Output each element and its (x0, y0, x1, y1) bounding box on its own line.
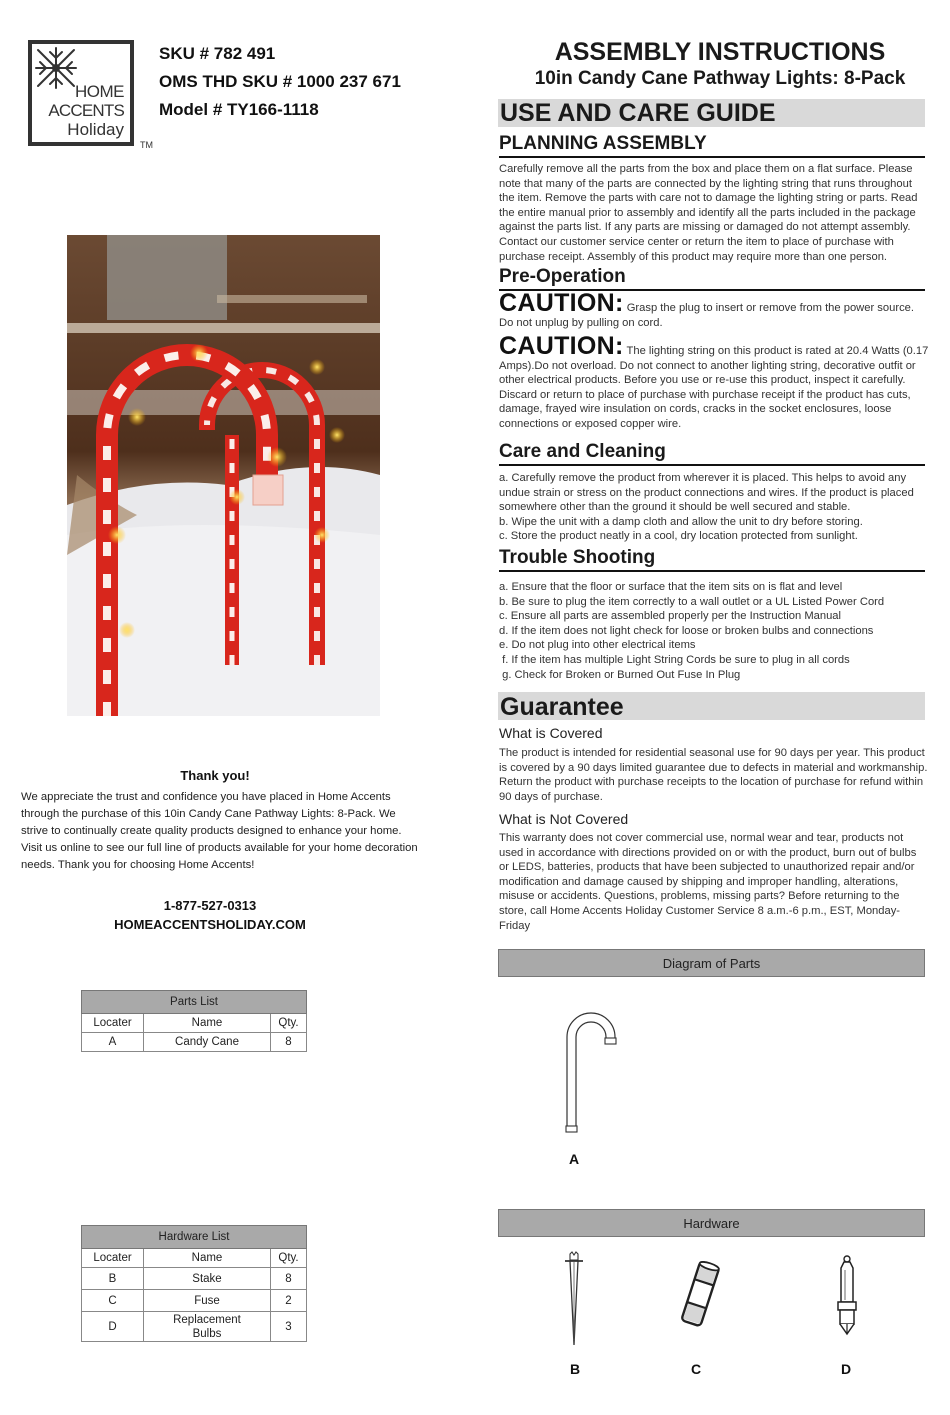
locater-cell: D (82, 1312, 144, 1342)
caution-label: CAUTION: (499, 332, 624, 360)
table-row (82, 1033, 307, 1052)
column-header: Name (144, 1249, 271, 1268)
table-header-row (82, 1014, 307, 1033)
hardware-list-table (81, 1225, 307, 1342)
website-url: HOMEACCENTSHOLIDAY.COM (114, 917, 306, 932)
name-cell: Fuse (144, 1290, 271, 1312)
qty-cell: 2 (271, 1290, 307, 1312)
column-header: Qty. (271, 1249, 307, 1268)
name-cell: Replacement Bulbs (144, 1312, 271, 1342)
hardware-bar: Hardware (498, 1209, 925, 1237)
what-is-covered-heading: What is Covered (499, 725, 603, 741)
part-label-a: A (569, 1151, 580, 1167)
name-cell: Stake (144, 1268, 271, 1290)
list-item: b. Wipe the unit with a damp cloth and allow the unit to dry before storing. (499, 515, 863, 528)
table-row (82, 1290, 307, 1312)
product-subtitle: 10in Candy Cane Pathway Lights: 8-Pack (534, 68, 906, 89)
list-item: e. Do not plug into other electrical items (499, 639, 696, 652)
list-item: a. Carefully remove the product from wherever it is placed. This helps to avoid any undue strain or stress on the product connections and wires. If the product is placed somewhere other than the ground it should be well secured and stable. (499, 472, 914, 514)
phone-number: 1-877-527-0313 (163, 898, 257, 913)
guarantee-banner: Guarantee (498, 692, 925, 720)
fuse-icon (676, 1255, 726, 1335)
thank-you-heading: Thank you! (180, 768, 250, 783)
home-accents-holiday-logo (28, 40, 134, 146)
table-row (82, 1268, 307, 1290)
parts-list-table (81, 990, 307, 1052)
page-title: ASSEMBLY INSTRUCTIONS (554, 38, 886, 66)
part-label-d: D (841, 1361, 852, 1377)
table-header-row (82, 1249, 307, 1268)
part-label-c: C (691, 1361, 702, 1377)
thank-you-message: We appreciate the trust and confidence you have placed in Home Accents through the purchase of this 10in Candy Cane Pathway Lights: 8-Pack. We strive to continually create quality products designed to enhance your home. Visit us online to see our full line of products available for your home decoration needs. Thank you for choosing Home Accents! (21, 791, 418, 871)
care-cleaning-list (499, 471, 929, 544)
trouble-shooting-heading: Trouble Shooting (499, 547, 925, 572)
list-item: c. Ensure all parts are assembled properly per the Instruction Manual (499, 610, 842, 623)
column-header: Name (144, 1014, 271, 1033)
list-item: c. Store the product neatly in a cool, dry location protected from sunlight. (499, 530, 858, 543)
diagram-of-parts-bar: Diagram of Parts (498, 949, 925, 977)
caution-label: CAUTION: (499, 289, 624, 317)
column-header: Locater (82, 1249, 144, 1268)
table-row (82, 1312, 307, 1342)
sku-number: SKU # 782 491 (159, 44, 276, 63)
candy-cane-photo-illustration (67, 235, 380, 716)
what-is-not-covered-text: This warranty does not cover commercial use, normal wear and tear, products not used in accordance with directions provided on or with the product, burn out of bulbs or LEDS, batteries, products that have been subjected to unauthorized repair and/or modification and damage caused by shipping and improper handling, alterations, misuse or accidents. Questions, problems, missing parts? Before returning to the store, call Home Accents Holiday Customer Service 8 a.m.-6 p.m., EST, Monday-Friday (499, 832, 917, 932)
qty-cell: 8 (271, 1268, 307, 1290)
what-is-not-covered-heading: What is Not Covered (499, 811, 629, 827)
product-photo (67, 235, 380, 716)
planning-assembly-text: Carefully remove all the parts from the box and place them on a flat surface. Please note that many of the parts are connected by the lighting string that runs throughout the item. Remove the parts with care not to damage the lighting string or parts. Read the entire manual prior to assembly and identify all the parts included in the package against the parts list. If any parts are missing or damaged do not attempt assembly. Contact our customer service center or return the item to place of purchase with purchase receipt. Assembly of this product may require more than one person. (499, 163, 918, 263)
logo-text-accents: ACCENTS (48, 101, 124, 120)
snowflake-icon (34, 46, 78, 90)
list-item: f. If the item has multiple Light String Cords be sure to plug in all cords (499, 653, 850, 666)
caution-text: The lighting string on this product is rated at 20.4 Watts (0.17 Amps).Do not overload. Do not connect to another lighting string, decorative outfit or other electrical products. Before you use or re-use this product, inspect it carefully. Discard or return to place of purchase with purchase receipt if the product has cuts, damage, frayed wire insulation on cords, cracks in the socket enclosures, loose connections or exposed copper wire. (499, 345, 929, 430)
what-is-covered-text: The product is intended for residential seasonal use for 90 days per year. This product is covered by a 90 days limited guarantee due to defects in material and workmanship. Return the product with purchase receipts to the location of purchase for refund within 90 days of purchase. (499, 747, 928, 803)
column-header: Qty. (271, 1014, 307, 1033)
oms-sku-number: OMS THD SKU # 1000 237 671 (159, 72, 401, 91)
locater-cell: A (82, 1033, 144, 1052)
trouble-shooting-list (499, 580, 929, 682)
locater-cell: B (82, 1268, 144, 1290)
column-header: Locater (82, 1014, 144, 1033)
model-number: Model # TY166-1118 (159, 100, 319, 119)
part-label-b: B (570, 1361, 581, 1377)
caution-2 (499, 332, 929, 432)
hardware-list-title: Hardware List (82, 1226, 307, 1249)
stake-icon (563, 1250, 585, 1350)
caution-1 (499, 289, 929, 330)
candy-cane-part-icon (560, 1005, 622, 1137)
planning-assembly-heading: PLANNING ASSEMBLY (499, 133, 925, 158)
list-item: g. Check for Broken or Burned Out Fuse In Plug (499, 668, 741, 681)
qty-cell: 8 (271, 1033, 307, 1052)
locater-cell: C (82, 1290, 144, 1312)
logo-text-holiday: Holiday (67, 120, 124, 139)
caution-text: Grasp the plug to insert or remove from the power source. Do not unplug by pulling on cord. (499, 302, 914, 329)
logo-text-home: HOME (75, 82, 124, 101)
list-item: d. If the item does not light check for loose or broken bulbs and connections (499, 624, 874, 637)
care-cleaning-heading: Care and Cleaning (499, 441, 925, 466)
qty-cell: 3 (271, 1312, 307, 1342)
list-item: b. Be sure to plug the item correctly to a wall outlet or a UL Listed Power Cord (499, 595, 885, 608)
use-and-care-banner: USE AND CARE GUIDE (498, 99, 925, 127)
list-item: a. Ensure that the floor or surface that the item sits on is flat and level (499, 581, 843, 593)
parts-list-title: Parts List (82, 991, 307, 1014)
replacement-bulb-icon (832, 1254, 862, 1338)
pre-operation-heading: Pre-Operation (499, 266, 925, 291)
name-cell: Candy Cane (144, 1033, 271, 1052)
trademark-mark: TM (140, 140, 153, 150)
